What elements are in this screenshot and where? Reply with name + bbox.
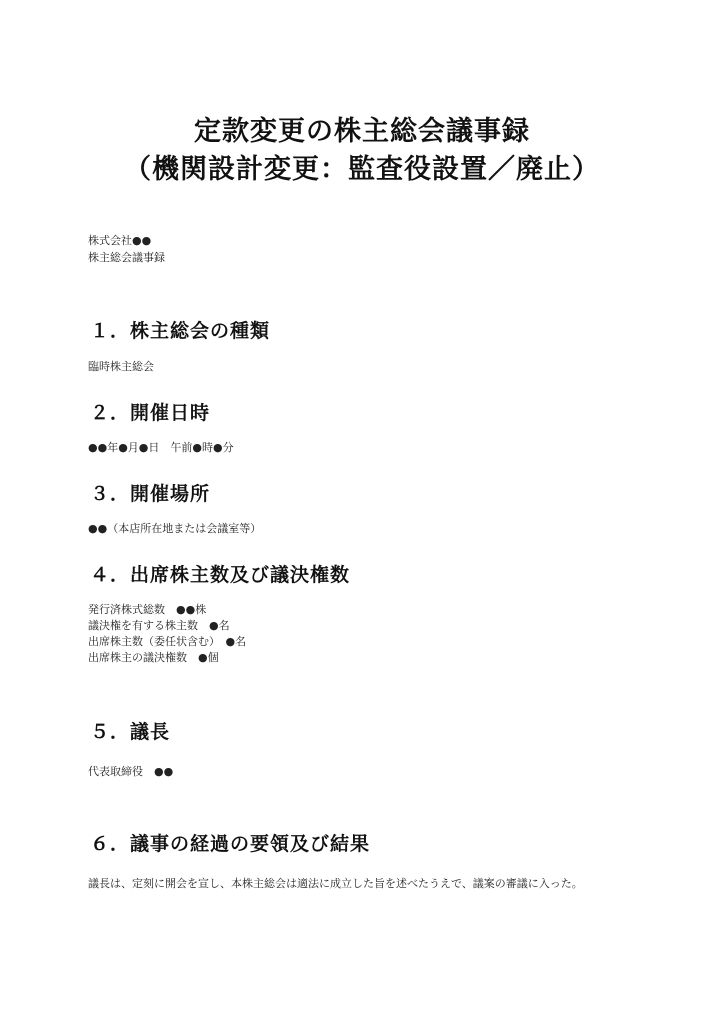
document-title-line2: （機関設計変更：監査役設置／廃止） (124, 154, 600, 185)
section-heading-6: ６．議事の経過の要領及び結果 (90, 833, 371, 855)
section-heading-3: ３．開催場所 (90, 483, 211, 505)
section-heading-1: １．株主総会の種類 (90, 320, 271, 342)
section-heading-2: ２．開催日時 (90, 402, 211, 424)
section-heading-4: ４．出席株主数及び議決権数 (90, 564, 351, 586)
document-title-line1: 定款変更の株主総会議事録 (194, 116, 530, 147)
document-name: 株主総会議事録 (88, 251, 165, 264)
section-heading-5: ５．議長 (90, 721, 171, 743)
section-2-line-1: ●●年●月●日 午前●時●分 (88, 441, 234, 454)
section-5-line-1: 代表取締役 ●● (88, 765, 174, 778)
company-name: 株式会社●● (88, 234, 152, 247)
section-3-line-1: ●●（本店所在地または会議室等） (88, 522, 262, 535)
section-4-line-1: 発行済株式総数 ●●株 (88, 603, 207, 616)
section-4-line-3: 出席株主数（委任状含む） ●名 (88, 635, 247, 648)
section-6-line-1: 議長は、定刻に開会を宣し、本株主総会は適法に成立した旨を述べたうえで、議案の審議に入った。 (88, 877, 583, 890)
section-4-line-2: 議決権を有する株主数 ●名 (88, 619, 230, 632)
section-1-line-1: 臨時株主総会 (88, 360, 154, 373)
section-4-line-4: 出席株主の議決権数 ●個 (88, 651, 219, 664)
